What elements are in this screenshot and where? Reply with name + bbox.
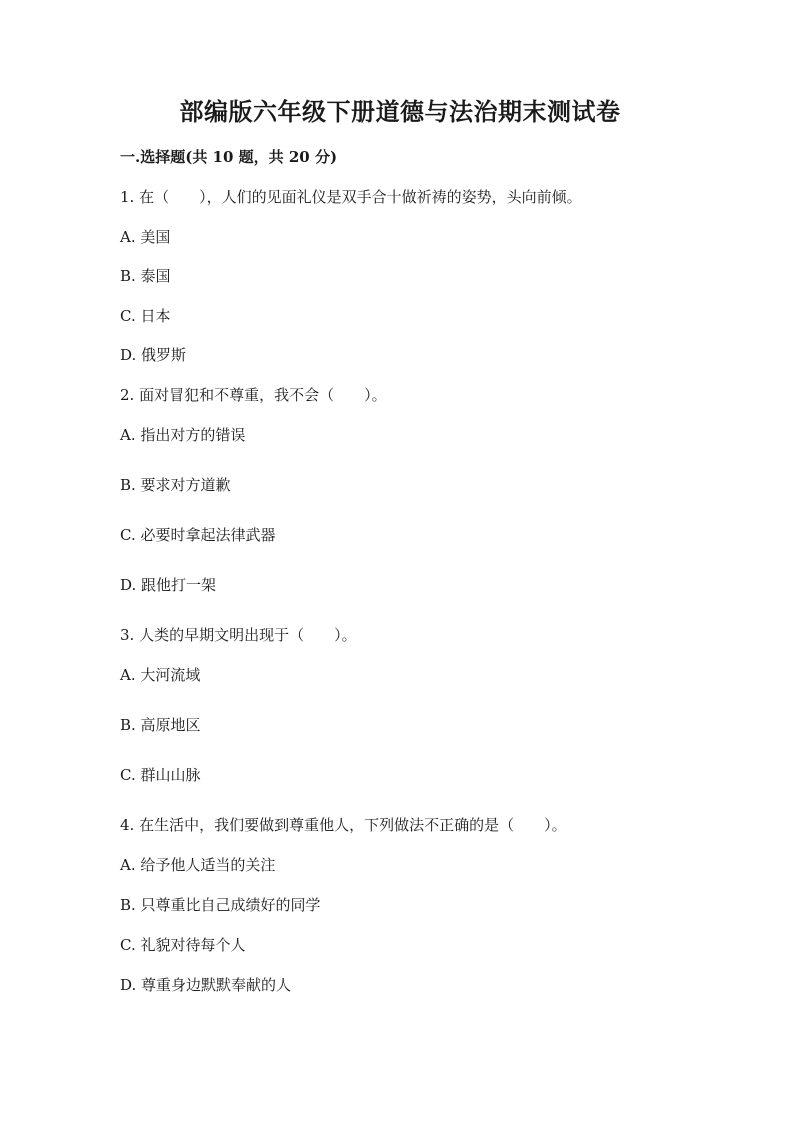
section-heading: 一.选择题(共 10 题，共 20 分): [120, 148, 338, 166]
question-1-option-d: D. 俄罗斯: [120, 346, 187, 364]
question-2-option-c: C. 必要时拿起法律武器: [120, 526, 276, 544]
question-1-option-b: B. 泰国: [120, 267, 171, 285]
question-2-option-a: A. 指出对方的错误: [120, 426, 246, 444]
question-4-option-d: D. 尊重身边默默奉献的人: [120, 976, 292, 994]
question-2-option-d: D. 跟他打一架: [120, 576, 217, 594]
document-title: 部编版六年级下册道德与法治期末测试卷: [179, 97, 621, 126]
question-2-stem: 2. 面对冒犯和不尊重，我不会（ ）。: [120, 386, 387, 404]
question-4-option-b: B. 只尊重比自己成绩好的同学: [120, 896, 321, 914]
question-1-option-a: A. 美国: [120, 228, 171, 246]
question-2-option-b: B. 要求对方道歉: [120, 476, 231, 494]
question-3-option-c: C. 群山山脉: [120, 766, 201, 784]
question-3-stem: 3. 人类的早期文明出现于（ ）。: [120, 626, 357, 644]
question-3-option-a: A. 大河流域: [120, 666, 201, 684]
question-4-stem: 4. 在生活中，我们要做到尊重他人，下列做法不正确的是（ ）。: [120, 816, 567, 834]
question-4-option-c: C. 礼貌对待每个人: [120, 936, 246, 954]
question-3-option-b: B. 高原地区: [120, 716, 201, 734]
question-1-stem: 1. 在（ ），人们的见面礼仪是双手合十做祈祷的姿势，头向前倾。: [120, 188, 582, 206]
question-1-option-c: C. 日本: [120, 307, 171, 325]
question-4-option-a: A. 给予他人适当的关注: [120, 856, 276, 874]
